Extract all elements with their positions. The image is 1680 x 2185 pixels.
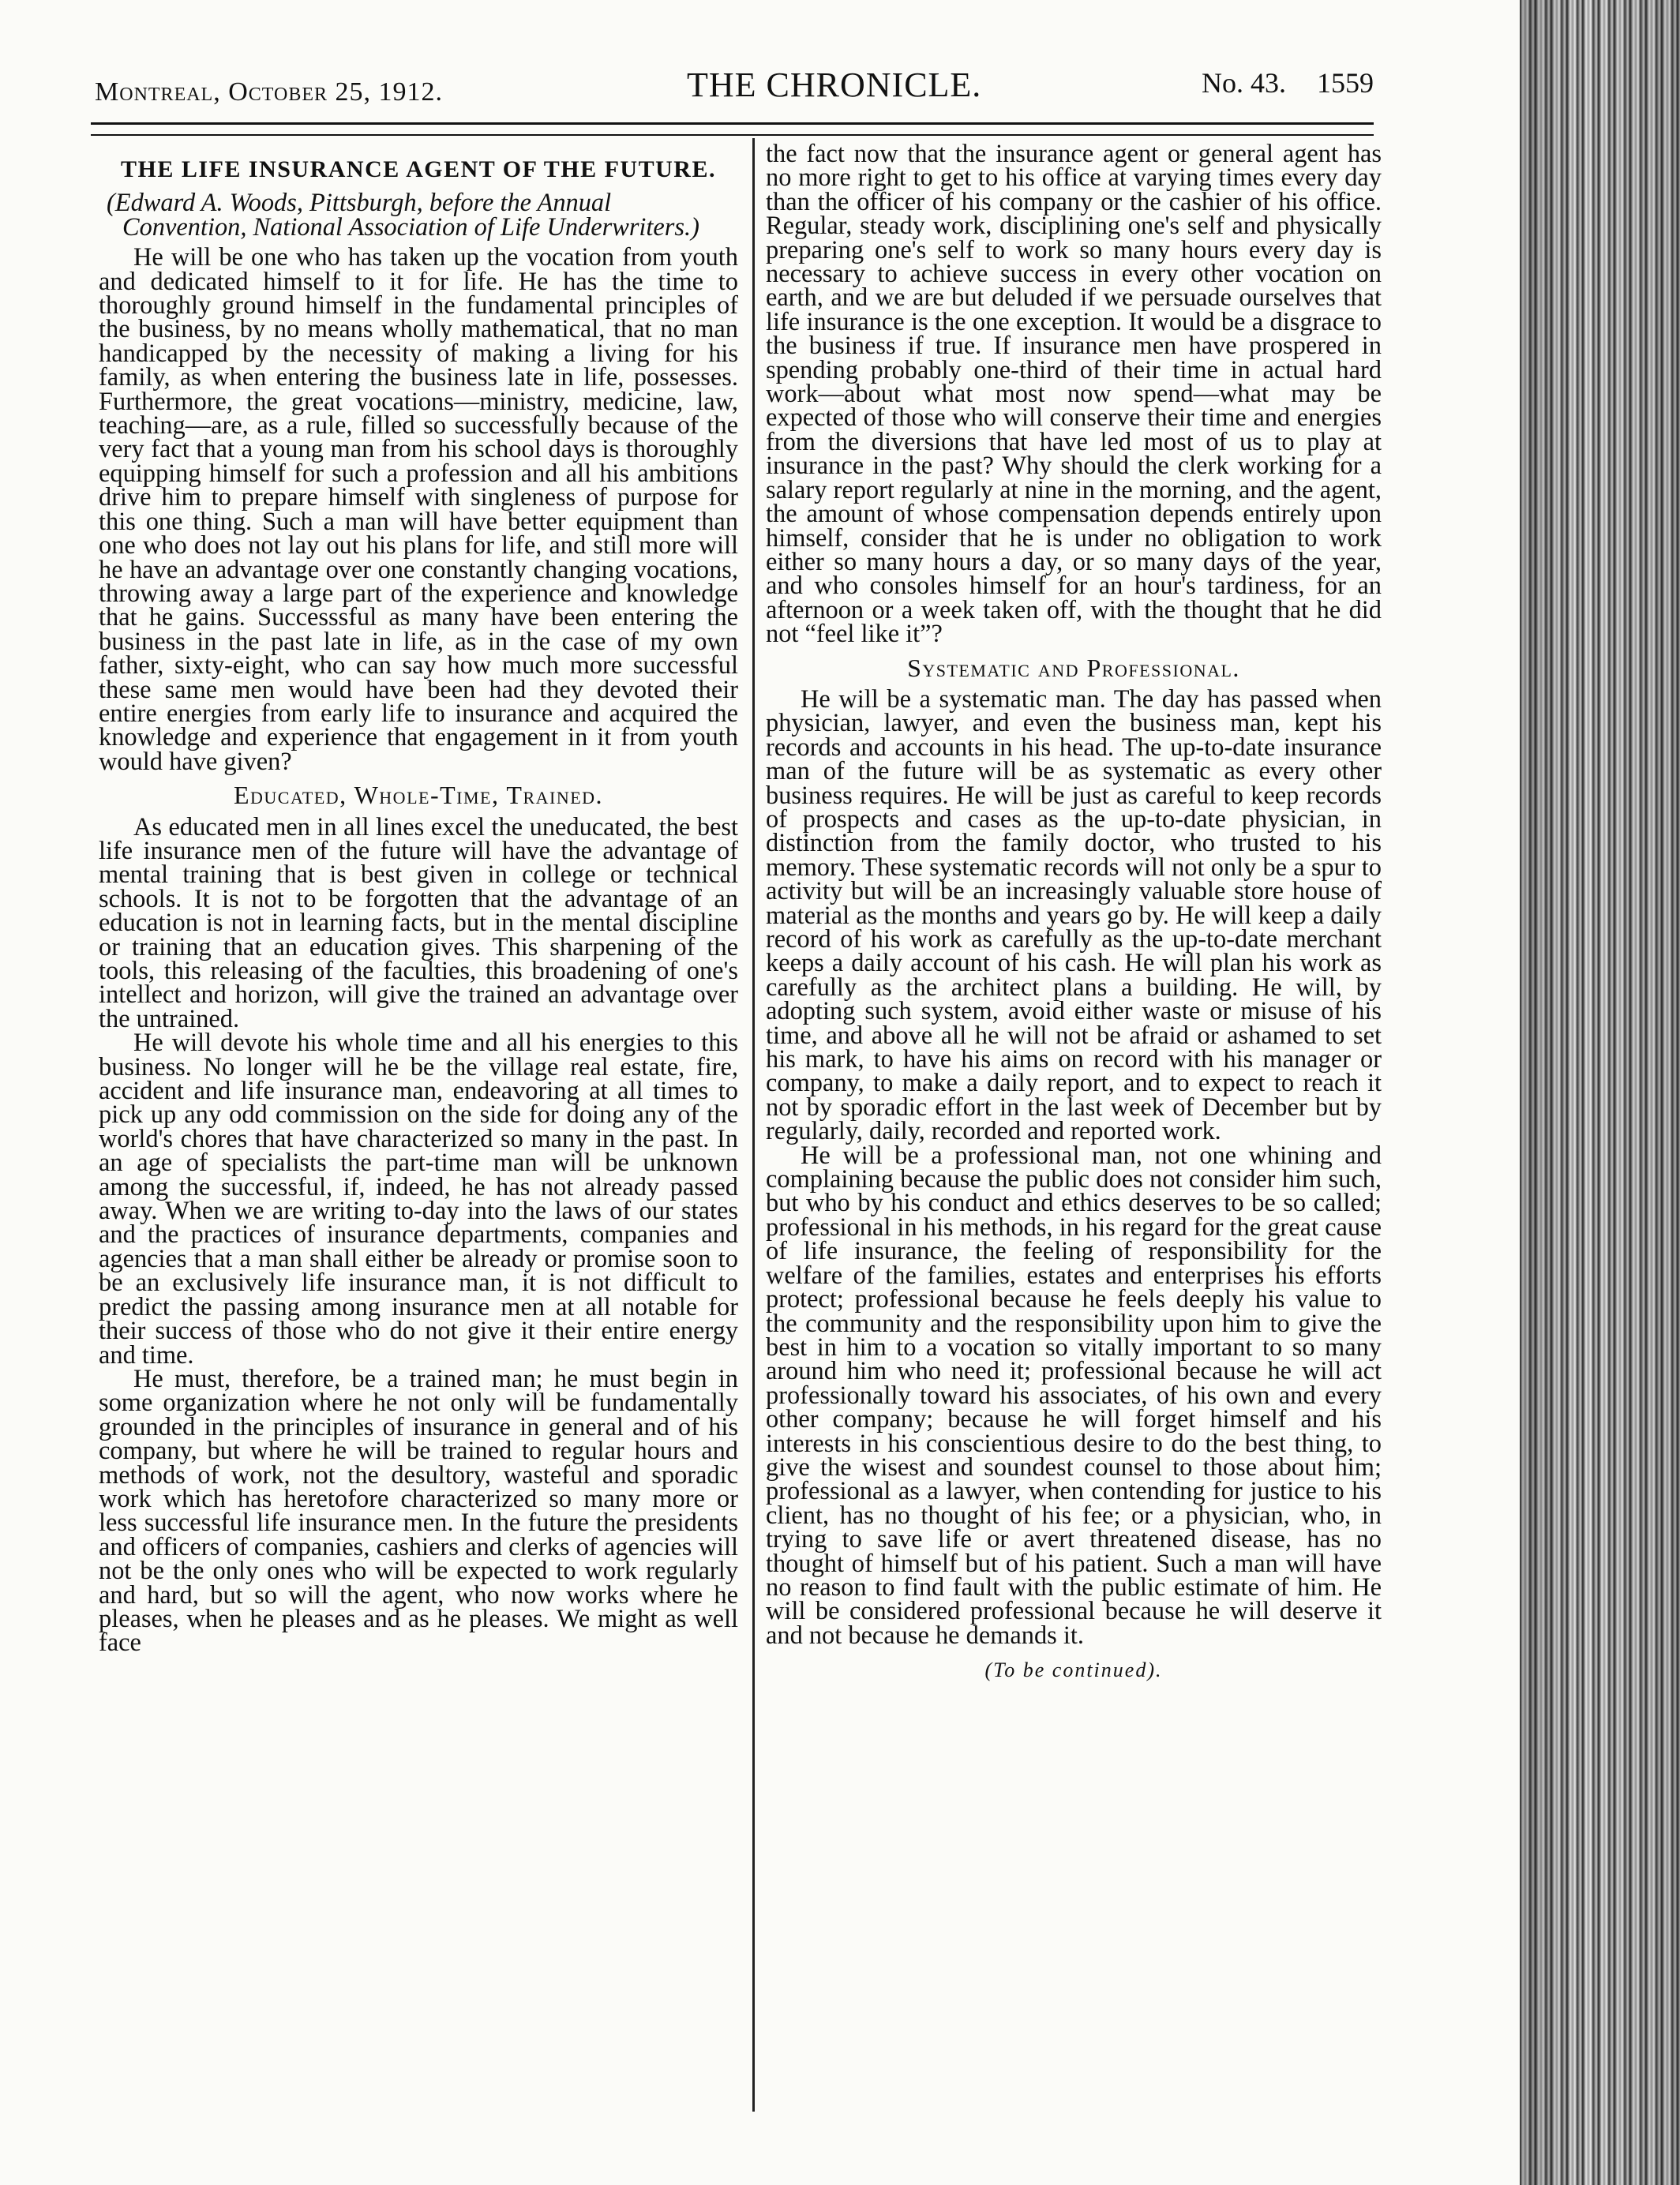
page-number: 1559 [1317,67,1374,99]
paragraph: He will be a professional man, not one whining and complaining because the public does not consider him such, but who by his conduct and ethics deserves to be so called; professional in his methods, in his regard for the great cause of life insurance, the feeling of responsibility for the welfare of the families, estates and enterprises his efforts protect; professional because he feels deeply his value to the community and the responsibility upon him to give the best in him to a vocation so vitally important to so many around him who need it; professional because he will act professionally toward his associates, of his own and every other company; because he will forget himself and his interests in his conscientious desire to do the best thing, to give the wisest and soundest counsel to those about him; professional as a lawyer, when contending for justice to his client, has no thought of his fee; or a physician, who, in trying to save life or avert threatened disease, has no thought of himself but of his patient. Such a man will have no reason to find fault with the public estimate of him. He will be considered professional because he will deserve it and not because he demands it. [766,1141,1382,1650]
paragraph: He will be a systematic man. The day has passed when physician, lawyer, and even the business man, kept his records and accounts in his head. The up-to-date insurance man of the future will be as systematic as every other business requires. He will be just as careful to keep records of prospects and cases as the up-to-date physician, in distinction from the family doctor, who trusted to his memory. These systematic records will not only be a spur to activity but will be an increasingly valuable store house of material as the months and years go by. He will keep a daily record of his work as carefully as the up-to-date merchant keeps a daily account of his cash. He will plan his work as carefully as the architect plans a building. He will, by adopting such system, avoid either waste or misuse of his time, and above all he will not be afraid or ashamed to set his mark, to have his aims on record with his manager or company, to make a daily report, and to expect to reach it not by sporadic effort in the last week of December but by regularly, daily, recorded and reported work. [766,684,1382,1146]
paragraph: He will devote his whole time and all his energies to this business. No longer will he be the village real estate, fire, accident and life insurance man, endeavoring at all times to pick up any odd commission on the side for doing any of the world's chores that have characterized so many in the past. In an age of specialists the part-time man will be unknown among the successful, if, indeed, he has not already passed away. When we are writing to-day into the laws of our states and the practices of insurance departments, companies and agencies that a man shall either be already or promise soon to be an exclusively life insurance man, it is not difficult to predict the passing among insurance men at all notable for their success of those who do not give it their entire energy and time. [99,1029,738,1370]
dateline: Montreal, October 25, 1912. [95,77,444,107]
masthead-title: THE CHRONICLE. [687,66,982,104]
header-rule [91,122,1374,136]
issue-info [1178,66,1374,99]
column-divider [752,138,755,2112]
article-byline: (Edward A. Woods, Pittsburgh, before the Annual Convention, National Association of Life Underwriters.) [107,189,699,242]
continued-note: (To be continued). [984,1658,1163,1682]
paragraph: He must, therefore, be a trained man; he must begin in some organization where he not only will be fundamentally grounded in the principles of insurance in general and of his company, but where he will be trained to regular hours and methods of work, not the desultory, wasteful and sporadic work which has heretofore characterized so many more or less successful life insurance men. In the future the presidents and officers of companies, cashiers and clerks of agencies will not be the only ones who will be expected to work regularly and hard, but so will the agent, who now works where he pleases, when he pleases and as he pleases. We might as well face [99,1364,738,1658]
section-heading: Educated, Whole-Time, Trained. [233,781,604,810]
column-left [99,142,738,2116]
page-edge-shadow [1520,0,1680,2185]
page-header [95,55,1374,111]
column-right [766,142,1382,2116]
paragraph: He will be one who has taken up the vocation from youth and dedicated himself to it for life. He has the time to thoroughly ground himself in the fundamental principles of the business, by no means wholly mathematical, that no man handicapped by the necessity of making a living for his family, as when entering the business late in life, possesses. Furthermore, the great vocations—ministry, medicine, law, teaching—are, as a rule, filled so successfully because of the very fact that a young man from his school days is thoroughly equipping himself for such a profession and all his ambitions drive him to prepare himself with singleness of purpose for this one thing. Such a man will have better equipment than one who does not lay out his plans for life, and still more will he have an advantage over one constantly changing vocations, throwing away a large part of the experience and knowledge that he gains. Successsful as many have been entering the business in the past late in life, as in the case of my own father, sixty-eight, who can say how much more successful these same men would have been had they devoted their entire energies from early life to insurance and acquired the knowledge and experience that engagement in it from youth would have given? [99,243,738,776]
issue-number: No. 43. [1202,67,1286,99]
article-title: THE LIFE INSURANCE AGENT OF THE FUTURE. [121,156,716,182]
paragraph: As educated men in all lines excel the uneducated, the best life insurance men of the future will have the advantage of mental training that is best given in college or technical schools. It is not to be forgotten that the advantage of an education is not in learning facts, but in the mental discipline or training that an education gives. This sharpening of the tools, this releasing of the faculties, this broadening of one's intellect and horizon, will give the trained an advantage over the untrained. [99,812,738,1033]
section-heading: Systematic and Professional. [907,653,1240,682]
paragraph: the fact now that the insurance agent or general agent has no more right to get to his office at varying times every day than the officer of his company or the cashier of his office. Regular, steady work, disciplining one's self and physically preparing one's self to work so many hours every day is necessary to achieve success in every other vocation on earth, and we are but deluded if we persuade ourselves that life insurance is the one exception. It would be a disgrace to the business if true. If insurance men have prospered in spending probably one-third of their time in actual hard work—about what most now spend—what may be expected of those who will conserve their time and energies from the diversions that have led most of us to play at insurance in the past? Why should the clerk working for a salary report regularly at nine in the morning, and the agent, the amount of whose compensation depends entirely upon himself, consider that he is under no obligation to work either so many hours a day, or so many days of the year, and who consoles himself for an hour's tardiness, for an afternoon or a week taken off, with the thought that he did not “feel like it”? [766,142,1382,649]
